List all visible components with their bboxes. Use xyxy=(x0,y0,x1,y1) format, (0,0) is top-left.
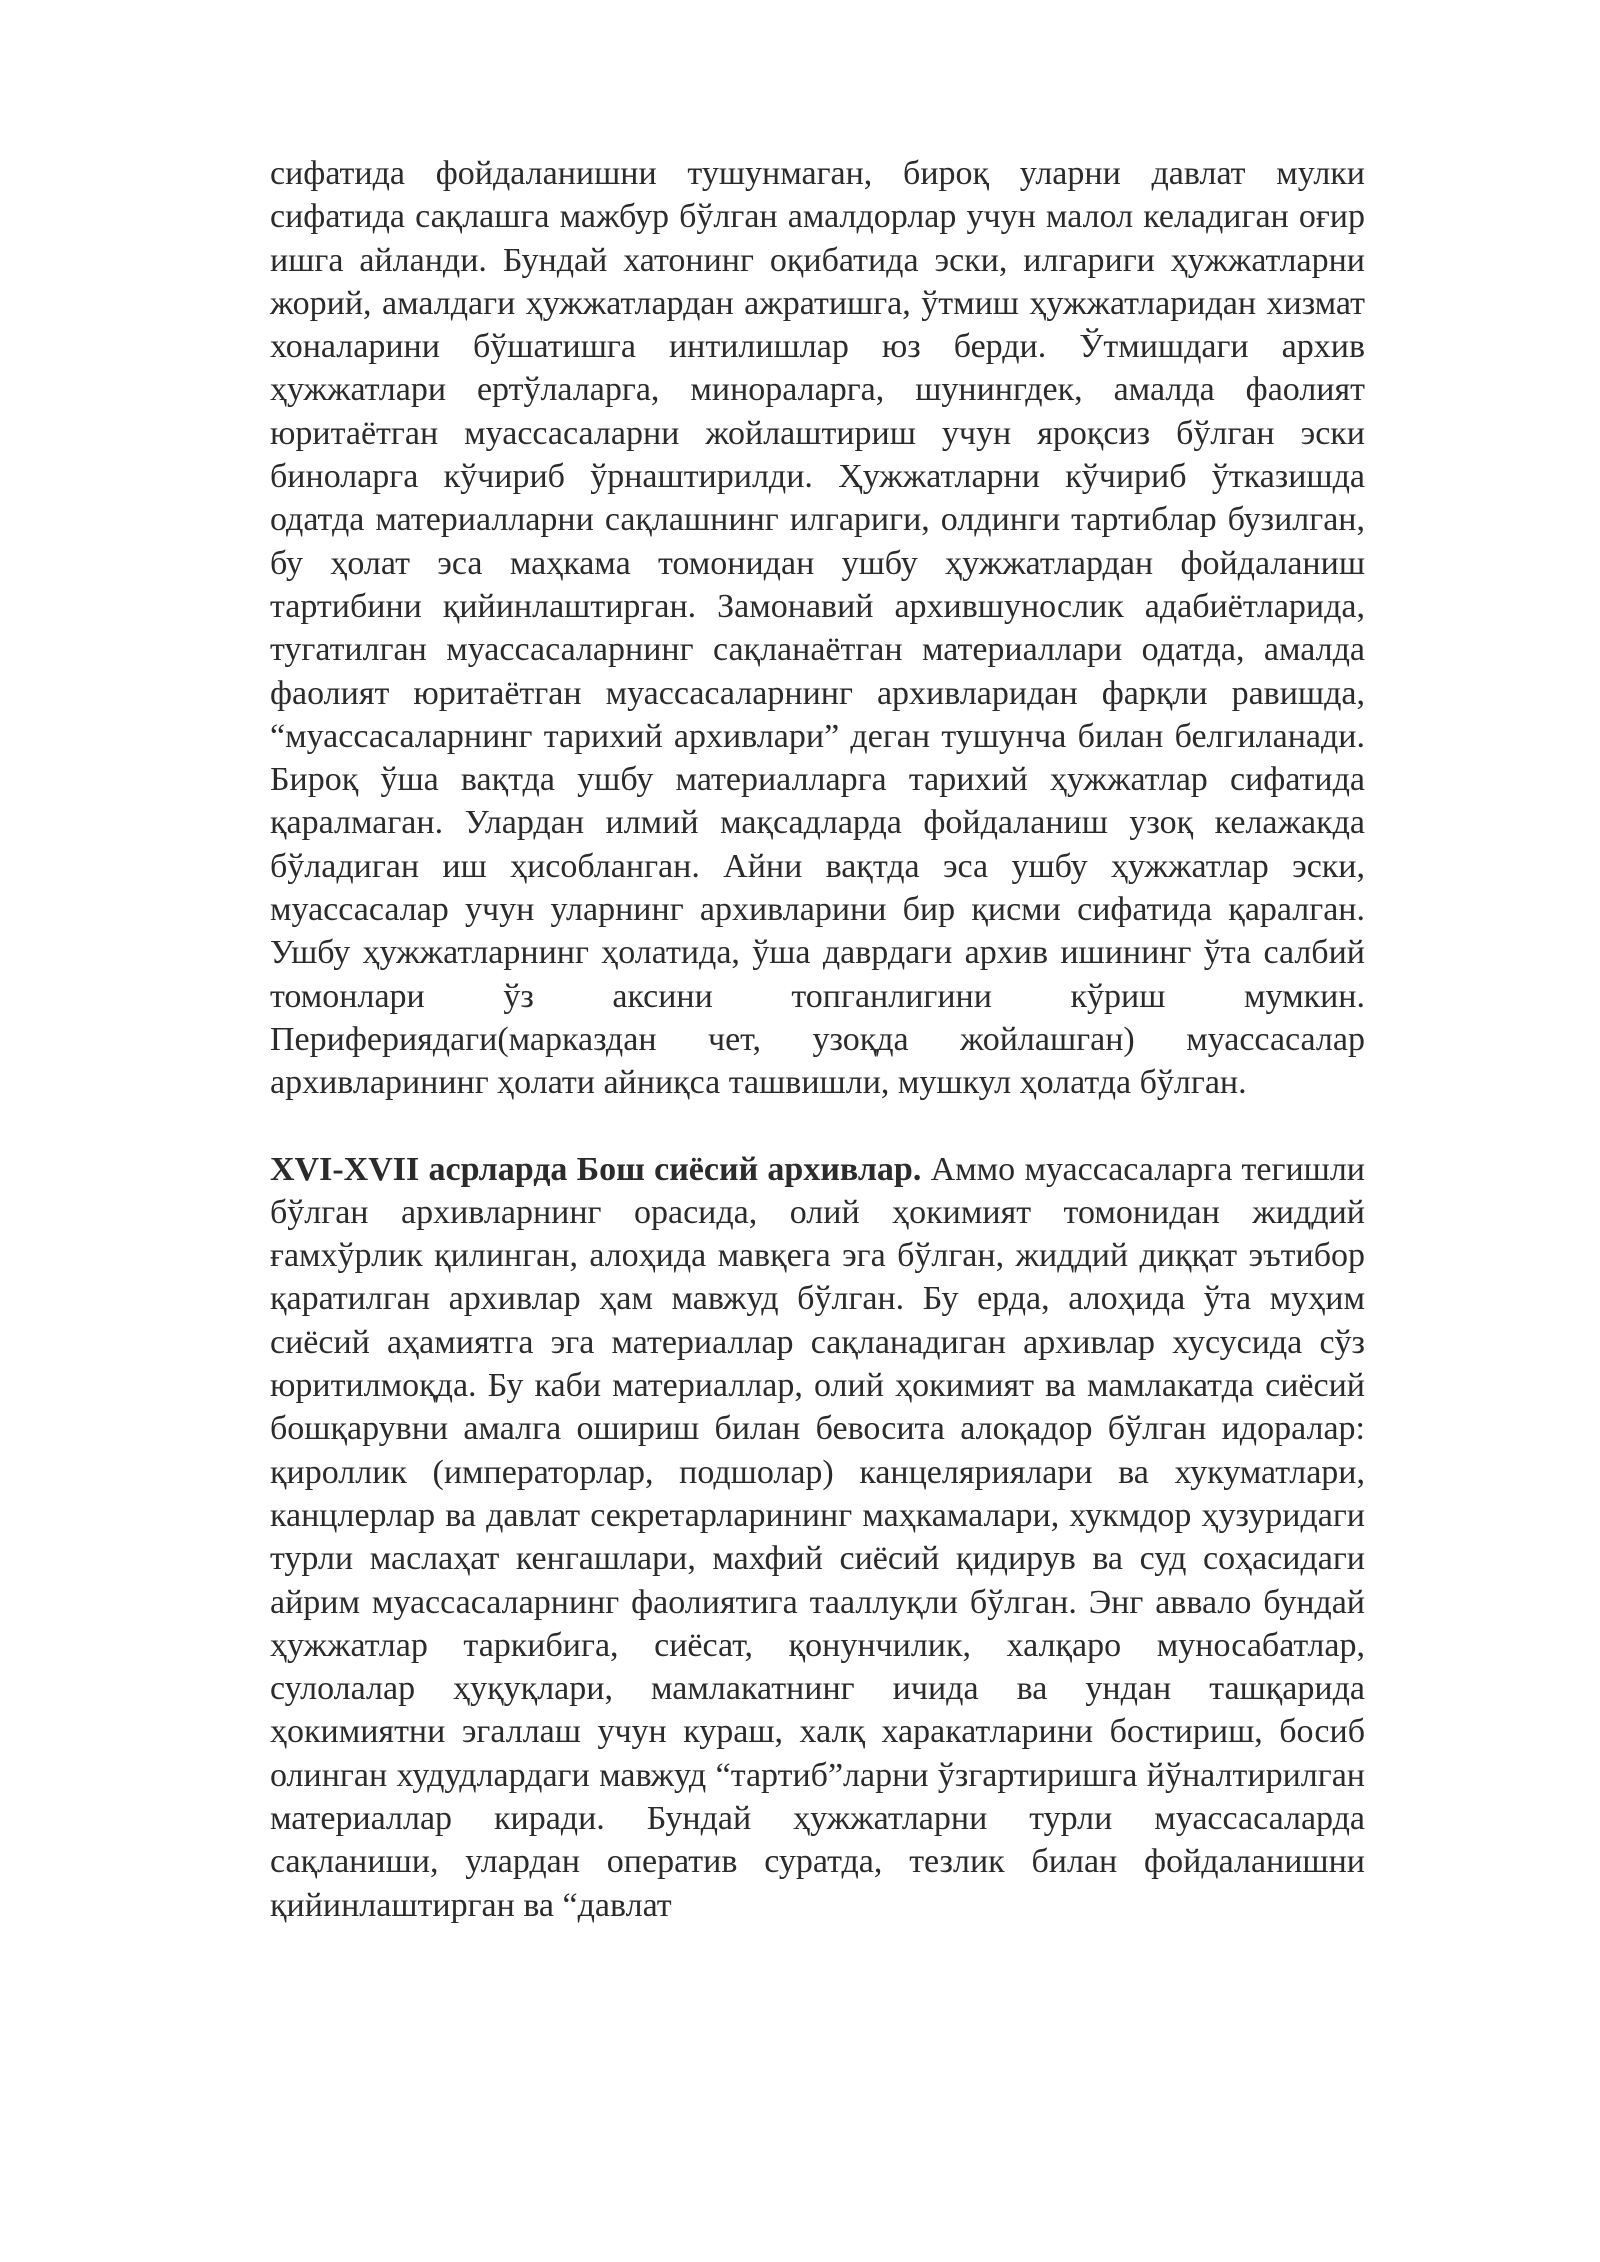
paragraph-archives-history xyxy=(270,152,1365,1105)
document-page xyxy=(270,152,1365,1927)
paragraph-text: сифатида фойдаланишни тушунмаган, бироқ уларни давлат мулки сифатида сақлашга мажбур бўлган амалдорлар учун малол келадиган оғир ишга айланди. Бундай хатонинг оқибатида эски, илгариги ҳужжатларни жорий, амалдаги ҳужжатлардан ажратишга, ўтмиш ҳужжатларидан хизмат хоналарини бўшатишга интилишлар юз берди. Ўтмишдаги архив ҳужжатлари ертўлаларга, минораларга, шунингдек, амалда фаолият юритаётган муассасаларни жойлаштириш учун яроқсиз бўлган эски биноларга кўчириб ўрнаштирилди. Ҳужжатларни кўчириб ўтказишда одатда материалларни сақлашнинг илгариги, олдинги тартиблар бузилган, бу ҳолат эса маҳкама томонидан ушбу ҳужжатлардан фойдаланиш тартибини қийинлаштирган. Замонавий архившунослик адабиётларида, тугатилган муассасаларнинг сақланаётган материаллари одатда, амалда фаолият юритаётган муассасаларнинг архивларидан фарқли равишда, “муассасаларнинг тарихий архивлари” деган тушунча билан белгиланади. Бироқ ўша вақтда ушбу материалларга тарихий ҳужжатлар сифатида қаралмаган. Улардан илмий мақсадларда фойдаланиш узоқ келажакда бўладиган иш ҳисобланган. Айни вақтда эса ушбу ҳужжатлар эски, муассасалар учун уларнинг архивларини бир қисми сифатида қаралган. Ушбу ҳужжатларнинг ҳолатида, ўша даврдаги архив ишининг ўта салбий томонлари ўз аксини топганлигини кўриш мумкин. Перифериядаги(марказдан чет, узоқда жойлашган) муассасалар архивларининг ҳолати айниқса ташвишли, мушкул ҳолатда бўлган. xyxy=(270,155,1365,1102)
paragraph-political-archives xyxy=(270,1148,1365,1927)
paragraph-text: Аммо муассасаларга тегишли бўлган архивларнинг орасида, олий ҳокимият томонидан жиддий ғамхўрлик қилинган, алоҳида мавқега эга бўлган, жиддий диққат эътибор қаратилган архивлар ҳам мавжуд бўлган. Бу ерда, алоҳида ўта муҳим сиёсий аҳамиятга эга материаллар сақланадиган архивлар хусусида сўз юритилмоқда. Бу каби материаллар, олий ҳокимият ва мамлакатда сиёсий бошқарувни амалга ошириш билан бевосита алоқадор бўлган идоралар: қироллик (императорлар, подшолар) канцеляриялари ва хукуматлари, канцлерлар ва давлат секретарларининг маҳкамалари, хукмдор ҳузуридаги турли маслаҳат кенгашлари, махфий сиёсий қидирув ва суд соҳасидаги айрим муассасаларнинг фаолиятига тааллуқли бўлган. Энг аввало бундай ҳужжатлар таркибига, сиёсат, қонунчилик, халқаро муносабатлар, сулолалар ҳуқуқлари, мамлакатнинг ичида ва ундан ташқарида ҳокимиятни эгаллаш учун кураш, халқ харакатларини бостириш, босиб олинган худудлардаги мавжуд “тартиб”ларни ўзгартиришга йўналтирилган материаллар киради. Бундай ҳужжатларни турли муассасаларда сақланиши, улардан оператив суратда, тезлик билан фойдаланишни қийинлаштирган ва “давлат xyxy=(270,1150,1365,1924)
section-heading: XVI-XVII асрларда Бош сиёсий архивлар. xyxy=(270,1150,922,1188)
